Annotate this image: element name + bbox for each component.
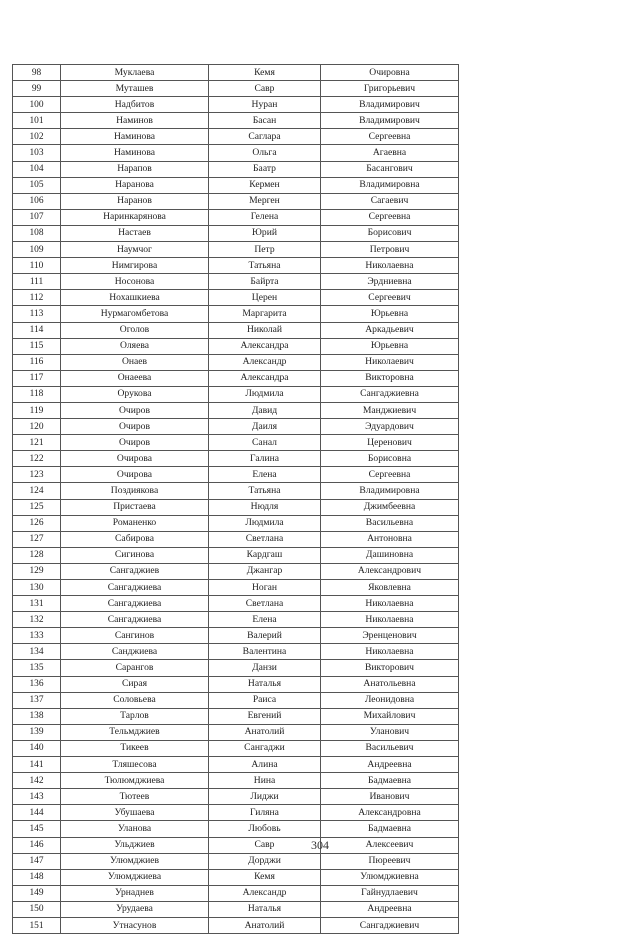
last-name-cell: Сабирова (61, 531, 209, 547)
row-number-cell: 111 (13, 274, 61, 290)
patronymic-cell: Агаевна (321, 145, 459, 161)
patronymic-cell: Викторович (321, 660, 459, 676)
last-name-cell: Очирова (61, 451, 209, 467)
first-name-cell: Галина (209, 451, 321, 467)
first-name-cell: Баатр (209, 161, 321, 177)
patronymic-cell: Анатольевна (321, 676, 459, 692)
table-row (13, 676, 459, 692)
table-row (13, 917, 459, 933)
table-row (13, 306, 459, 322)
last-name-cell: Сарангов (61, 660, 209, 676)
patronymic-cell: Борисович (321, 225, 459, 241)
table-row (13, 596, 459, 612)
row-number-cell: 99 (13, 81, 61, 97)
patronymic-cell: Басангович (321, 161, 459, 177)
row-number-cell: 116 (13, 354, 61, 370)
first-name-cell: Евгений (209, 708, 321, 724)
row-number-cell: 124 (13, 483, 61, 499)
patronymic-cell: Пюреевич (321, 853, 459, 869)
row-number-cell: 151 (13, 917, 61, 933)
row-number-cell: 115 (13, 338, 61, 354)
first-name-cell: Валерий (209, 628, 321, 644)
patronymic-cell: Михайлович (321, 708, 459, 724)
last-name-cell: Тюлюмджиева (61, 773, 209, 789)
table-row (13, 338, 459, 354)
last-name-cell: Романенко (61, 515, 209, 531)
patronymic-cell: Владимировна (321, 177, 459, 193)
first-name-cell: Светлана (209, 531, 321, 547)
patronymic-cell: Эдуардович (321, 419, 459, 435)
patronymic-cell: Антоновна (321, 531, 459, 547)
last-name-cell: Санджиева (61, 644, 209, 660)
patronymic-cell: Юрьевна (321, 306, 459, 322)
last-name-cell: Наринкарянова (61, 209, 209, 225)
row-number-cell: 138 (13, 708, 61, 724)
first-name-cell: Петр (209, 242, 321, 258)
first-name-cell: Нюдля (209, 499, 321, 515)
patronymic-cell: Дашиновна (321, 547, 459, 563)
last-name-cell: Тарлов (61, 708, 209, 724)
table-row (13, 467, 459, 483)
table-row (13, 853, 459, 869)
patronymic-cell: Улюмджиевна (321, 869, 459, 885)
row-number-cell: 100 (13, 97, 61, 113)
last-name-cell: Сангаджиева (61, 596, 209, 612)
patronymic-cell: Сангаджиевна (321, 386, 459, 402)
table-row (13, 612, 459, 628)
last-name-cell: Утнасунов (61, 917, 209, 933)
table-row (13, 692, 459, 708)
patronymic-cell: Григорьевич (321, 81, 459, 97)
patronymic-cell: Уланович (321, 724, 459, 740)
registry-table-body (13, 65, 459, 934)
last-name-cell: Наминова (61, 129, 209, 145)
first-name-cell: Анатолий (209, 724, 321, 740)
last-name-cell: Сангаджиева (61, 580, 209, 596)
patronymic-cell: Петрович (321, 242, 459, 258)
patronymic-cell: Николаевна (321, 644, 459, 660)
patronymic-cell: Аркадьевич (321, 322, 459, 338)
table-row (13, 193, 459, 209)
last-name-cell: Поздиякова (61, 483, 209, 499)
patronymic-cell: Владимирович (321, 97, 459, 113)
row-number-cell: 128 (13, 547, 61, 563)
registry-table (12, 64, 459, 934)
patronymic-cell: Владимирович (321, 113, 459, 129)
last-name-cell: Тикеев (61, 740, 209, 756)
last-name-cell: Тляшесова (61, 757, 209, 773)
patronymic-cell: Андреевна (321, 757, 459, 773)
table-row (13, 869, 459, 885)
first-name-cell: Николай (209, 322, 321, 338)
last-name-cell: Оголов (61, 322, 209, 338)
table-row (13, 708, 459, 724)
row-number-cell: 120 (13, 419, 61, 435)
patronymic-cell: Андреевна (321, 901, 459, 917)
row-number-cell: 127 (13, 531, 61, 547)
row-number-cell: 147 (13, 853, 61, 869)
row-number-cell: 110 (13, 258, 61, 274)
table-row (13, 242, 459, 258)
row-number-cell: 146 (13, 837, 61, 853)
table-row (13, 563, 459, 579)
first-name-cell: Раиса (209, 692, 321, 708)
table-row (13, 290, 459, 306)
first-name-cell: Санал (209, 435, 321, 451)
row-number-cell: 125 (13, 499, 61, 515)
table-row (13, 515, 459, 531)
first-name-cell: Елена (209, 612, 321, 628)
patronymic-cell: Сагаевич (321, 193, 459, 209)
table-row (13, 145, 459, 161)
last-name-cell: Сангаджиев (61, 563, 209, 579)
first-name-cell: Анатолий (209, 917, 321, 933)
first-name-cell: Александр (209, 885, 321, 901)
table-row (13, 402, 459, 418)
table-row (13, 209, 459, 225)
row-number-cell: 129 (13, 563, 61, 579)
first-name-cell: Александр (209, 354, 321, 370)
patronymic-cell: Бадмаевна (321, 773, 459, 789)
last-name-cell: Уланова (61, 821, 209, 837)
table-row (13, 580, 459, 596)
table-row (13, 354, 459, 370)
row-number-cell: 135 (13, 660, 61, 676)
row-number-cell: 140 (13, 740, 61, 756)
last-name-cell: Нурмагомбетова (61, 306, 209, 322)
first-name-cell: Людмила (209, 515, 321, 531)
row-number-cell: 114 (13, 322, 61, 338)
patronymic-cell: Эрдниевна (321, 274, 459, 290)
last-name-cell: Орукова (61, 386, 209, 402)
row-number-cell: 148 (13, 869, 61, 885)
table-row (13, 81, 459, 97)
row-number-cell: 113 (13, 306, 61, 322)
first-name-cell: Юрий (209, 225, 321, 241)
table-row (13, 274, 459, 290)
first-name-cell: Саглара (209, 129, 321, 145)
last-name-cell: Муклаева (61, 65, 209, 81)
last-name-cell: Настаев (61, 225, 209, 241)
patronymic-cell: Яковлевна (321, 580, 459, 596)
patronymic-cell: Николаевна (321, 612, 459, 628)
last-name-cell: Очирова (61, 467, 209, 483)
patronymic-cell: Иванович (321, 789, 459, 805)
last-name-cell: Сангаджиева (61, 612, 209, 628)
table-row (13, 740, 459, 756)
patronymic-cell: Очировна (321, 65, 459, 81)
last-name-cell: Нохашкиева (61, 290, 209, 306)
first-name-cell: Дорджи (209, 853, 321, 869)
table-row (13, 322, 459, 338)
first-name-cell: Валентина (209, 644, 321, 660)
row-number-cell: 149 (13, 885, 61, 901)
patronymic-cell: Николаевна (321, 596, 459, 612)
patronymic-cell: Викторовна (321, 370, 459, 386)
row-number-cell: 132 (13, 612, 61, 628)
first-name-cell: Любовь (209, 821, 321, 837)
row-number-cell: 107 (13, 209, 61, 225)
row-number-cell: 117 (13, 370, 61, 386)
table-row (13, 901, 459, 917)
patronymic-cell: Борисовна (321, 451, 459, 467)
table-row (13, 435, 459, 451)
row-number-cell: 150 (13, 901, 61, 917)
table-row (13, 660, 459, 676)
table-row (13, 805, 459, 821)
patronymic-cell: Владимировна (321, 483, 459, 499)
first-name-cell: Ноган (209, 580, 321, 596)
patronymic-cell: Манджиевич (321, 402, 459, 418)
first-name-cell: Нина (209, 773, 321, 789)
last-name-cell: Тютеев (61, 789, 209, 805)
first-name-cell: Геленa (209, 209, 321, 225)
first-name-cell: Людмила (209, 386, 321, 402)
row-number-cell: 105 (13, 177, 61, 193)
first-name-cell: Наталья (209, 901, 321, 917)
row-number-cell: 126 (13, 515, 61, 531)
patronymic-cell: Васильевич (321, 740, 459, 756)
row-number-cell: 133 (13, 628, 61, 644)
last-name-cell: Муташев (61, 81, 209, 97)
first-name-cell: Кермен (209, 177, 321, 193)
table-row (13, 113, 459, 129)
last-name-cell: Оляева (61, 338, 209, 354)
patronymic-cell: Эренценович (321, 628, 459, 644)
last-name-cell: Нимгирова (61, 258, 209, 274)
patronymic-cell: Церенович (321, 435, 459, 451)
table-row (13, 483, 459, 499)
table-row (13, 225, 459, 241)
table-row (13, 789, 459, 805)
first-name-cell: Данзи (209, 660, 321, 676)
last-name-cell: Очиров (61, 402, 209, 418)
table-row (13, 885, 459, 901)
table-row (13, 821, 459, 837)
patronymic-cell: Сергеевна (321, 467, 459, 483)
last-name-cell: Наминова (61, 145, 209, 161)
row-number-cell: 142 (13, 773, 61, 789)
first-name-cell: Елена (209, 467, 321, 483)
row-number-cell: 144 (13, 805, 61, 821)
first-name-cell: Церен (209, 290, 321, 306)
first-name-cell: Алина (209, 757, 321, 773)
registry-table-container (12, 64, 459, 934)
row-number-cell: 139 (13, 724, 61, 740)
row-number-cell: 104 (13, 161, 61, 177)
table-row (13, 65, 459, 81)
table-row (13, 258, 459, 274)
last-name-cell: Сирая (61, 676, 209, 692)
row-number-cell: 103 (13, 145, 61, 161)
row-number-cell: 118 (13, 386, 61, 402)
last-name-cell: Онаев (61, 354, 209, 370)
table-row (13, 757, 459, 773)
first-name-cell: Ольга (209, 145, 321, 161)
row-number-cell: 131 (13, 596, 61, 612)
row-number-cell: 136 (13, 676, 61, 692)
first-name-cell: Александра (209, 370, 321, 386)
last-name-cell: Наранова (61, 177, 209, 193)
row-number-cell: 109 (13, 242, 61, 258)
row-number-cell: 106 (13, 193, 61, 209)
first-name-cell: Даиля (209, 419, 321, 435)
last-name-cell: Носонова (61, 274, 209, 290)
first-name-cell: Кардгаш (209, 547, 321, 563)
row-number-cell: 145 (13, 821, 61, 837)
patronymic-cell: Леонидовна (321, 692, 459, 708)
first-name-cell: Сангаджи (209, 740, 321, 756)
first-name-cell: Лиджи (209, 789, 321, 805)
row-number-cell: 101 (13, 113, 61, 129)
row-number-cell: 143 (13, 789, 61, 805)
patronymic-cell: Джимбеевна (321, 499, 459, 515)
first-name-cell: Мерген (209, 193, 321, 209)
first-name-cell: Татьяна (209, 483, 321, 499)
first-name-cell: Светлана (209, 596, 321, 612)
first-name-cell: Савр (209, 81, 321, 97)
table-row (13, 419, 459, 435)
table-row (13, 451, 459, 467)
table-row (13, 499, 459, 515)
first-name-cell: Кемя (209, 869, 321, 885)
first-name-cell: Нуран (209, 97, 321, 113)
row-number-cell: 134 (13, 644, 61, 660)
row-number-cell: 98 (13, 65, 61, 81)
first-name-cell: Савр (209, 837, 321, 853)
last-name-cell: Тельмджиев (61, 724, 209, 740)
first-name-cell: Гиляна (209, 805, 321, 821)
row-number-cell: 112 (13, 290, 61, 306)
first-name-cell: Басан (209, 113, 321, 129)
table-row (13, 547, 459, 563)
patronymic-cell: Николаевна (321, 258, 459, 274)
table-row (13, 386, 459, 402)
patronymic-cell: Бадмаевна (321, 821, 459, 837)
patronymic-cell: Сергеевна (321, 129, 459, 145)
table-row (13, 724, 459, 740)
row-number-cell: 137 (13, 692, 61, 708)
first-name-cell: Маргарита (209, 306, 321, 322)
last-name-cell: Улюмджиева (61, 869, 209, 885)
row-number-cell: 102 (13, 129, 61, 145)
last-name-cell: Очиров (61, 419, 209, 435)
last-name-cell: Ульджиев (61, 837, 209, 853)
row-number-cell: 122 (13, 451, 61, 467)
table-row (13, 644, 459, 660)
last-name-cell: Онаеева (61, 370, 209, 386)
last-name-cell: Пристаева (61, 499, 209, 515)
last-name-cell: Наминов (61, 113, 209, 129)
table-row (13, 177, 459, 193)
last-name-cell: Наумчог (61, 242, 209, 258)
first-name-cell: Татьяна (209, 258, 321, 274)
table-row (13, 97, 459, 113)
row-number-cell: 121 (13, 435, 61, 451)
last-name-cell: Урнаднев (61, 885, 209, 901)
patronymic-cell: Гайнудлаевич (321, 885, 459, 901)
first-name-cell: Наталья (209, 676, 321, 692)
last-name-cell: Наранов (61, 193, 209, 209)
last-name-cell: Улюмджиев (61, 853, 209, 869)
patronymic-cell: Александровна (321, 805, 459, 821)
page-number: 304 (311, 838, 329, 852)
table-row (13, 161, 459, 177)
last-name-cell: Нарапов (61, 161, 209, 177)
patronymic-cell: Юрьевна (321, 338, 459, 354)
row-number-cell: 119 (13, 402, 61, 418)
last-name-cell: Сигинова (61, 547, 209, 563)
table-row (13, 531, 459, 547)
table-row (13, 370, 459, 386)
last-name-cell: Урудаева (61, 901, 209, 917)
patronymic-cell: Сергеевич (321, 290, 459, 306)
last-name-cell: Сангинов (61, 628, 209, 644)
first-name-cell: Александра (209, 338, 321, 354)
row-number-cell: 130 (13, 580, 61, 596)
table-row (13, 628, 459, 644)
row-number-cell: 108 (13, 225, 61, 241)
last-name-cell: Надбитов (61, 97, 209, 113)
table-row (13, 773, 459, 789)
patronymic-cell: Александрович (321, 563, 459, 579)
table-row (13, 129, 459, 145)
row-number-cell: 123 (13, 467, 61, 483)
last-name-cell: Убушаева (61, 805, 209, 821)
last-name-cell: Соловьева (61, 692, 209, 708)
first-name-cell: Джангар (209, 563, 321, 579)
first-name-cell: Давид (209, 402, 321, 418)
patronymic-cell: Алексеевич (321, 837, 459, 853)
patronymic-cell: Сангаджиевич (321, 917, 459, 933)
last-name-cell: Очиров (61, 435, 209, 451)
first-name-cell: Байрта (209, 274, 321, 290)
patronymic-cell: Сергеевна (321, 209, 459, 225)
row-number-cell: 141 (13, 757, 61, 773)
patronymic-cell: Николаевич (321, 354, 459, 370)
patronymic-cell: Васильевна (321, 515, 459, 531)
first-name-cell: Кемя (209, 65, 321, 81)
